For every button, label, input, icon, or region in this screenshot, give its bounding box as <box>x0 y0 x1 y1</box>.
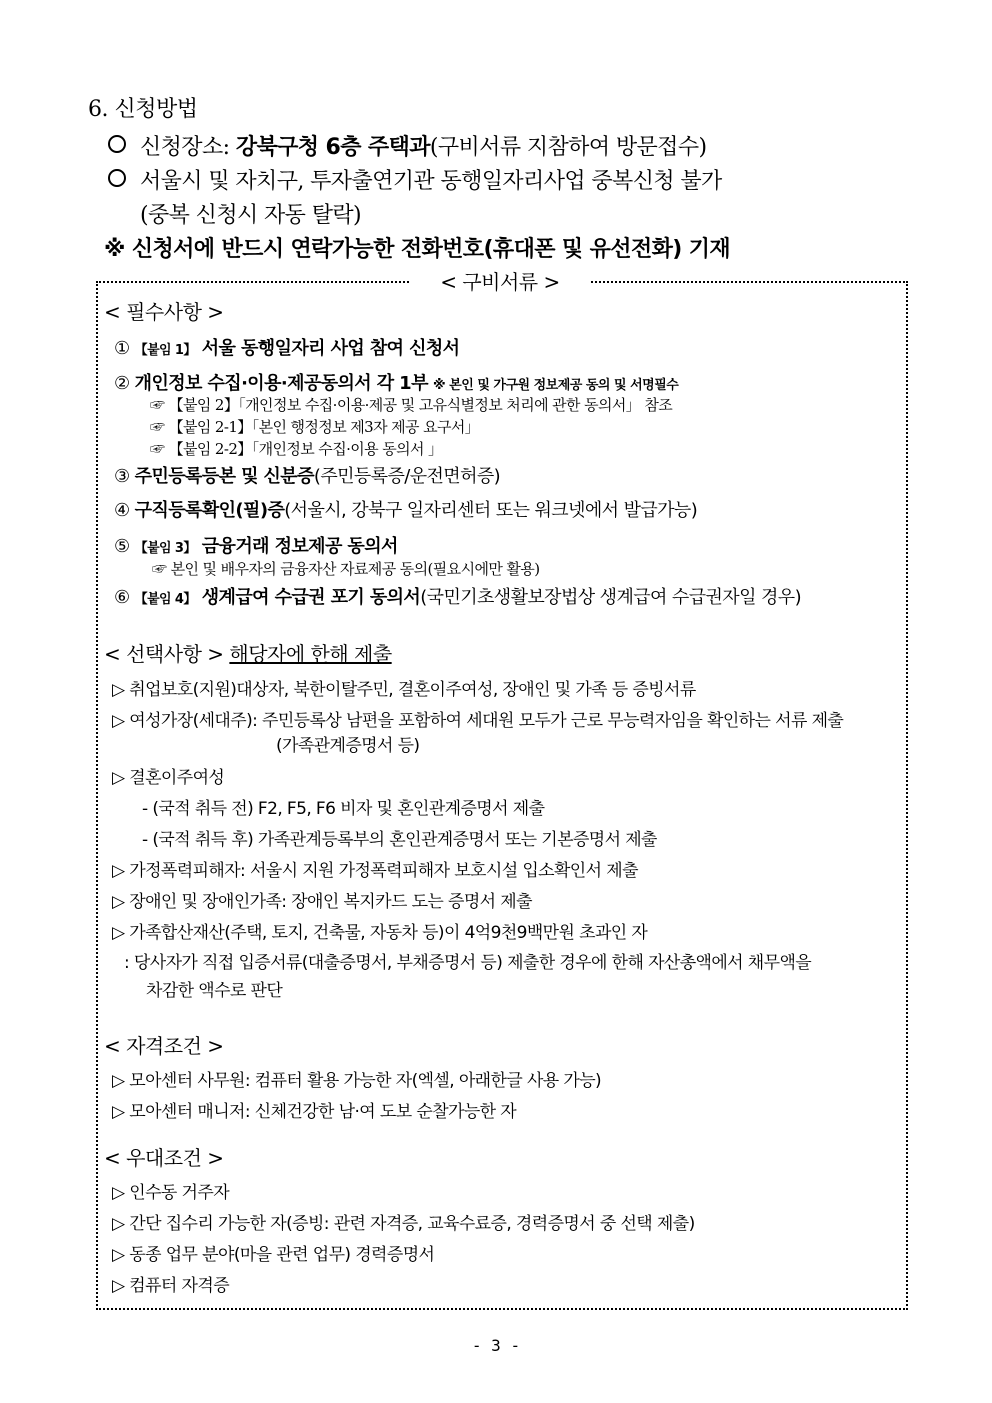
item-text: (서울시, 강북구 일자리센터 또는 워크넷에서 발급가능) <box>284 500 698 521</box>
required-item-2 <box>114 369 678 395</box>
optional-item-note-continuation: 차감한 액수로 판단 <box>146 981 283 1001</box>
bullet-bold: 강북구청 6층 주택과 <box>235 135 430 160</box>
attachment-tag: 【붙임 3】 <box>134 541 196 556</box>
qualifications-heading: < 자격조건 > <box>104 1034 224 1058</box>
item-number: ⑤ <box>114 536 130 557</box>
optional-sub-item: - (국적 취득 전) F2, F5, F6 비자 및 혼인관계증명서 제출 <box>142 799 545 819</box>
attachment-tag: 【붙임 4】 <box>134 592 196 607</box>
attachment-tag: 【붙임 1】 <box>134 343 196 358</box>
required-item-2-sub-3: ☞ 【붙임 2-2】「개인정보 수집·이용 동의서 」 <box>150 440 443 458</box>
required-item-6 <box>114 583 801 609</box>
item-note: ※ 본인 및 가구원 정보제공 동의 및 서명필수 <box>433 378 679 393</box>
item-number: ④ <box>114 500 130 521</box>
bullet-prefix: 신청장소: <box>140 135 236 160</box>
optional-heading-note: 해당자에 한해 제출 <box>229 642 392 666</box>
item-number: ③ <box>114 466 130 487</box>
optional-item: ▷ 장애인 및 장애인가족: 장애인 복지카드 도는 증명서 제출 <box>112 892 532 912</box>
item-number: ① <box>114 338 130 359</box>
item-text: 개인정보 수집·이용·제공동의서 각 1부 <box>134 373 428 394</box>
bullet-duplicate <box>108 164 722 195</box>
bullet-suffix: (구비서류 지참하여 방문접수) <box>429 135 707 160</box>
optional-item: ▷ 여성가장(세대주): 주민등록상 남편을 포함하여 세대원 모두가 근로 무능력자임을 확인하는 서류 제출 <box>112 711 844 731</box>
required-heading: < 필수사항 > <box>104 300 224 324</box>
qualification-item: ▷ 모아센터 사무원: 컴퓨터 활용 가능한 자(엑셀, 아래한글 사용 가능) <box>112 1071 602 1091</box>
optional-heading <box>104 638 392 667</box>
optional-heading-label: < 선택사항 > <box>104 642 224 666</box>
item-bold: 주민등록등본 및 신분증 <box>134 466 314 487</box>
optional-sub-item: - (국적 취득 후) 가족관계등록부의 혼인관계증명서 또는 기본증명서 제출 <box>142 830 657 850</box>
required-item-2-sub-1: ☞ 【붙임 2】「개인정보 수집·이용·제공 및 고유식별정보 처리에 관한 동의서」 참조 <box>150 396 673 414</box>
optional-item: ▷ 결혼이주여성 <box>112 768 225 788</box>
section-title: 6. 신청방법 <box>88 97 198 122</box>
item-bold: 구직등록확인(필)증 <box>134 500 285 521</box>
optional-item: ▷ 취업보호(지원)대상자, 북한이탈주민, 결혼이주여성, 장애인 및 가족 등 증빙서류 <box>112 680 696 700</box>
required-item-5-sub: ☞ 본인 및 배우자의 금융자산 자료제공 동의(필요시에만 활용) <box>152 560 540 578</box>
page-number: - 3 - <box>471 1336 521 1355</box>
bullet-duplicate-continuation: (중복 신청시 자동 탈락) <box>140 203 362 228</box>
bullet-text: 서울시 및 자치구, 투자출연기관 동행일자리사업 중복신청 불가 <box>140 169 722 194</box>
item-number: ⑥ <box>114 587 130 608</box>
required-item-5 <box>114 532 398 558</box>
preference-item: ▷ 동종 업무 분야(마을 관련 업무) 경력증명서 <box>112 1245 435 1265</box>
documents-box-title: < 구비서류 > <box>410 266 590 295</box>
preference-item: ▷ 간단 집수리 가능한 자(증빙: 관련 자격증, 교육수료증, 경력증명서 중 선택 제출) <box>112 1214 695 1234</box>
item-text: (국민기초생활보장법상 생계급여 수급권자일 경우) <box>420 587 801 608</box>
required-item-4 <box>114 496 697 522</box>
preferences-heading: < 우대조건 > <box>104 1146 224 1170</box>
item-text: (주민등록증/운전면허증) <box>313 466 501 487</box>
qualification-item: ▷ 모아센터 매니저: 신체건강한 남·여 도보 순찰가능한 자 <box>112 1102 517 1122</box>
preference-item: ▷ 컴퓨터 자격증 <box>112 1276 230 1296</box>
item-number: ② <box>114 373 130 394</box>
optional-item: ▷ 가족합산재산(주택, 토지, 건축물, 자동차 등)이 4억9천9백만원 초과인 자 <box>112 923 648 943</box>
optional-item-note: : 당사자가 직접 입증서류(대출증명서, 부채증명서 등) 제출한 경우에 한해 자산총액에서 채무액을 <box>124 953 812 973</box>
required-item-1 <box>114 334 459 360</box>
circle-bullet-icon <box>108 169 126 187</box>
item-text: 서울 동행일자리 사업 참여 신청서 <box>201 338 460 359</box>
item-bold: 생계급여 수급권 포기 동의서 <box>201 587 421 608</box>
circle-bullet-icon <box>108 135 126 153</box>
optional-item-continuation: (가족관계증명서 등) <box>276 736 420 756</box>
preference-item: ▷ 인수동 거주자 <box>112 1183 230 1203</box>
notice: ※ 신청서에 반드시 연락가능한 전화번호(휴대폰 및 유선전화) 기재 <box>104 237 731 262</box>
required-item-3 <box>114 462 500 488</box>
optional-item: ▷ 가정폭력피해자: 서울시 지원 가정폭력피해자 보호시설 입소확인서 제출 <box>112 861 638 881</box>
required-item-2-sub-2: ☞ 【붙임 2-1】「본인 행정정보 제3자 제공 요구서」 <box>150 418 480 436</box>
bullet-application-place <box>108 130 706 161</box>
item-bold: 금융거래 정보제공 동의서 <box>201 536 398 557</box>
